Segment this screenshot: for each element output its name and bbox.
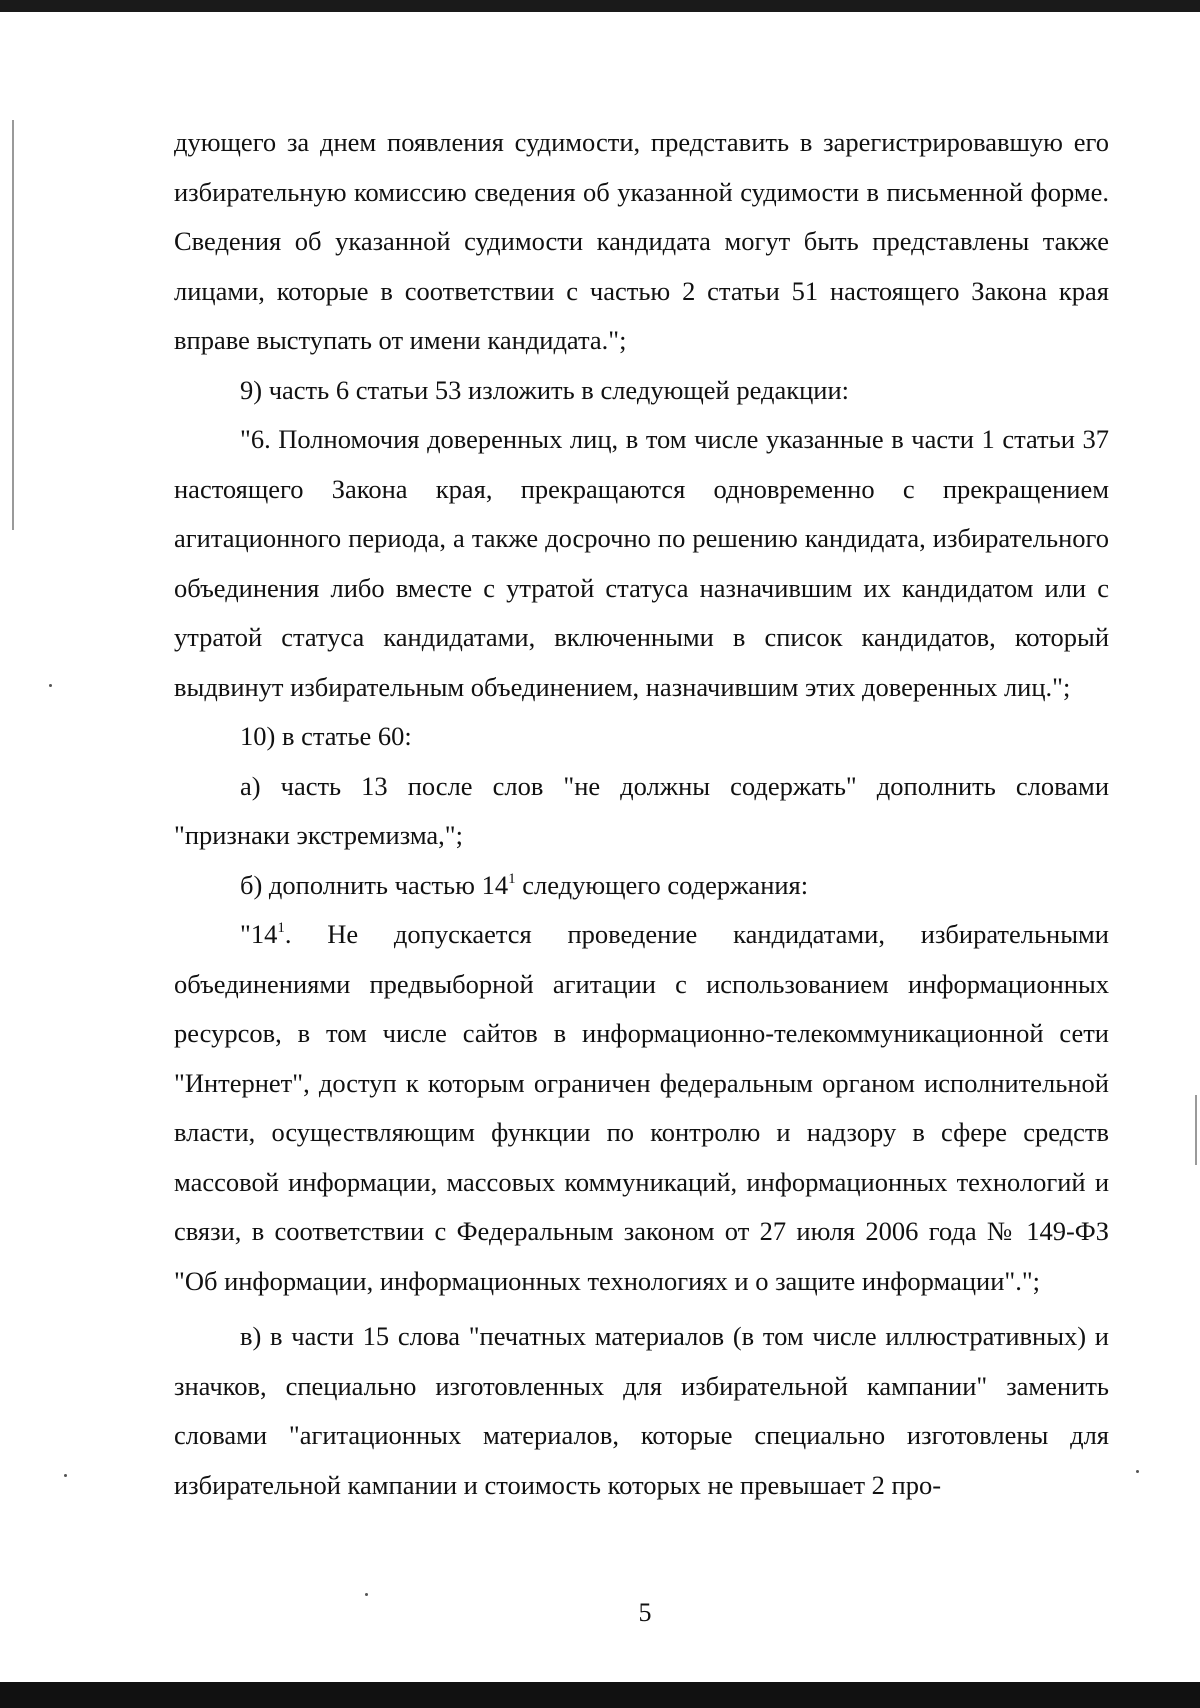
paragraph-subitem-a: а) часть 13 после слов "не должны содержать" дополнить словами "признаки экстремизма,"; — [174, 770, 1109, 850]
paragraph-item-9: 9) часть 6 статьи 53 изложить в следующей редакции: — [240, 374, 850, 405]
scan-speck — [64, 1474, 67, 1477]
scan-edge-mark-left — [12, 120, 14, 530]
scan-border-top — [0, 0, 1200, 12]
scan-speck — [49, 684, 52, 687]
paragraph-subitem-v: в) в части 15 слова "печатных материалов (в том числе иллюстративных) и значков, специально изготовленных для избирательной кампании" заменить словами "агитационных материалов, которые специально изготовлены для избирательной кампании и стоимость которых не превышает 2 про- — [174, 1321, 1109, 1500]
scan-speck — [365, 1593, 368, 1596]
scan-speck — [1136, 1470, 1139, 1473]
scan-edge-mark-right — [1195, 1095, 1197, 1165]
scan-border-bottom — [0, 1682, 1200, 1708]
paragraph-part-14-1: "$14^1$. Не допускается проведение кандидатами, избирательными объединениями предвыборной агитации с использованием информационных ресурсов, в том числе сайтов в информационно-телекоммуникационной сети "Интернет", доступ к которым ограничен федеральным органом исполнительной власти, осуществляющим функции по контролю и надзору в сфере средств массовой информации, массовых коммуникаций, информационных технологий и связи, в соответствии с Федеральным законом от 27 июля 2006 года № 149-ФЗ "Об информации, информационных технологиях и о защите информации"."; — [174, 919, 1109, 1296]
paragraph-1: дующего за днем появления судимости, представить в зарегистрировавшую его избирательную комиссию сведения об указанной судимости в письменной форме. Сведения об указанной судимости кандидата могут быть представлены также лицами, которые в соответствии с частью 2 статьи 51 настоящего Закона края вправе выступать от имени кандидата."; — [174, 127, 1109, 355]
page-number: 5 — [638, 1598, 652, 1627]
paragraph-part-6: "6. Полномочия доверенных лиц, в том числе указанные в части 1 статьи 37 настоящего Закона края, прекращаются одновременно с прекращением агитационного периода, а также досрочно по решению кандидата, избирательного объединения либо вместе с утратой статуса назначившим их кандидатом или с утратой статуса кандидатами, включенными в список кандидатов, который выдвинут избирательным объединением, назначившим этих доверенных лиц."; — [174, 424, 1109, 702]
paragraph-item-10: 10) в статье 60: — [240, 721, 412, 751]
document-body — [174, 118, 1109, 1510]
paragraph-subitem-b: б) дополнить частью $14^1$ следующего содержания: — [240, 869, 809, 900]
